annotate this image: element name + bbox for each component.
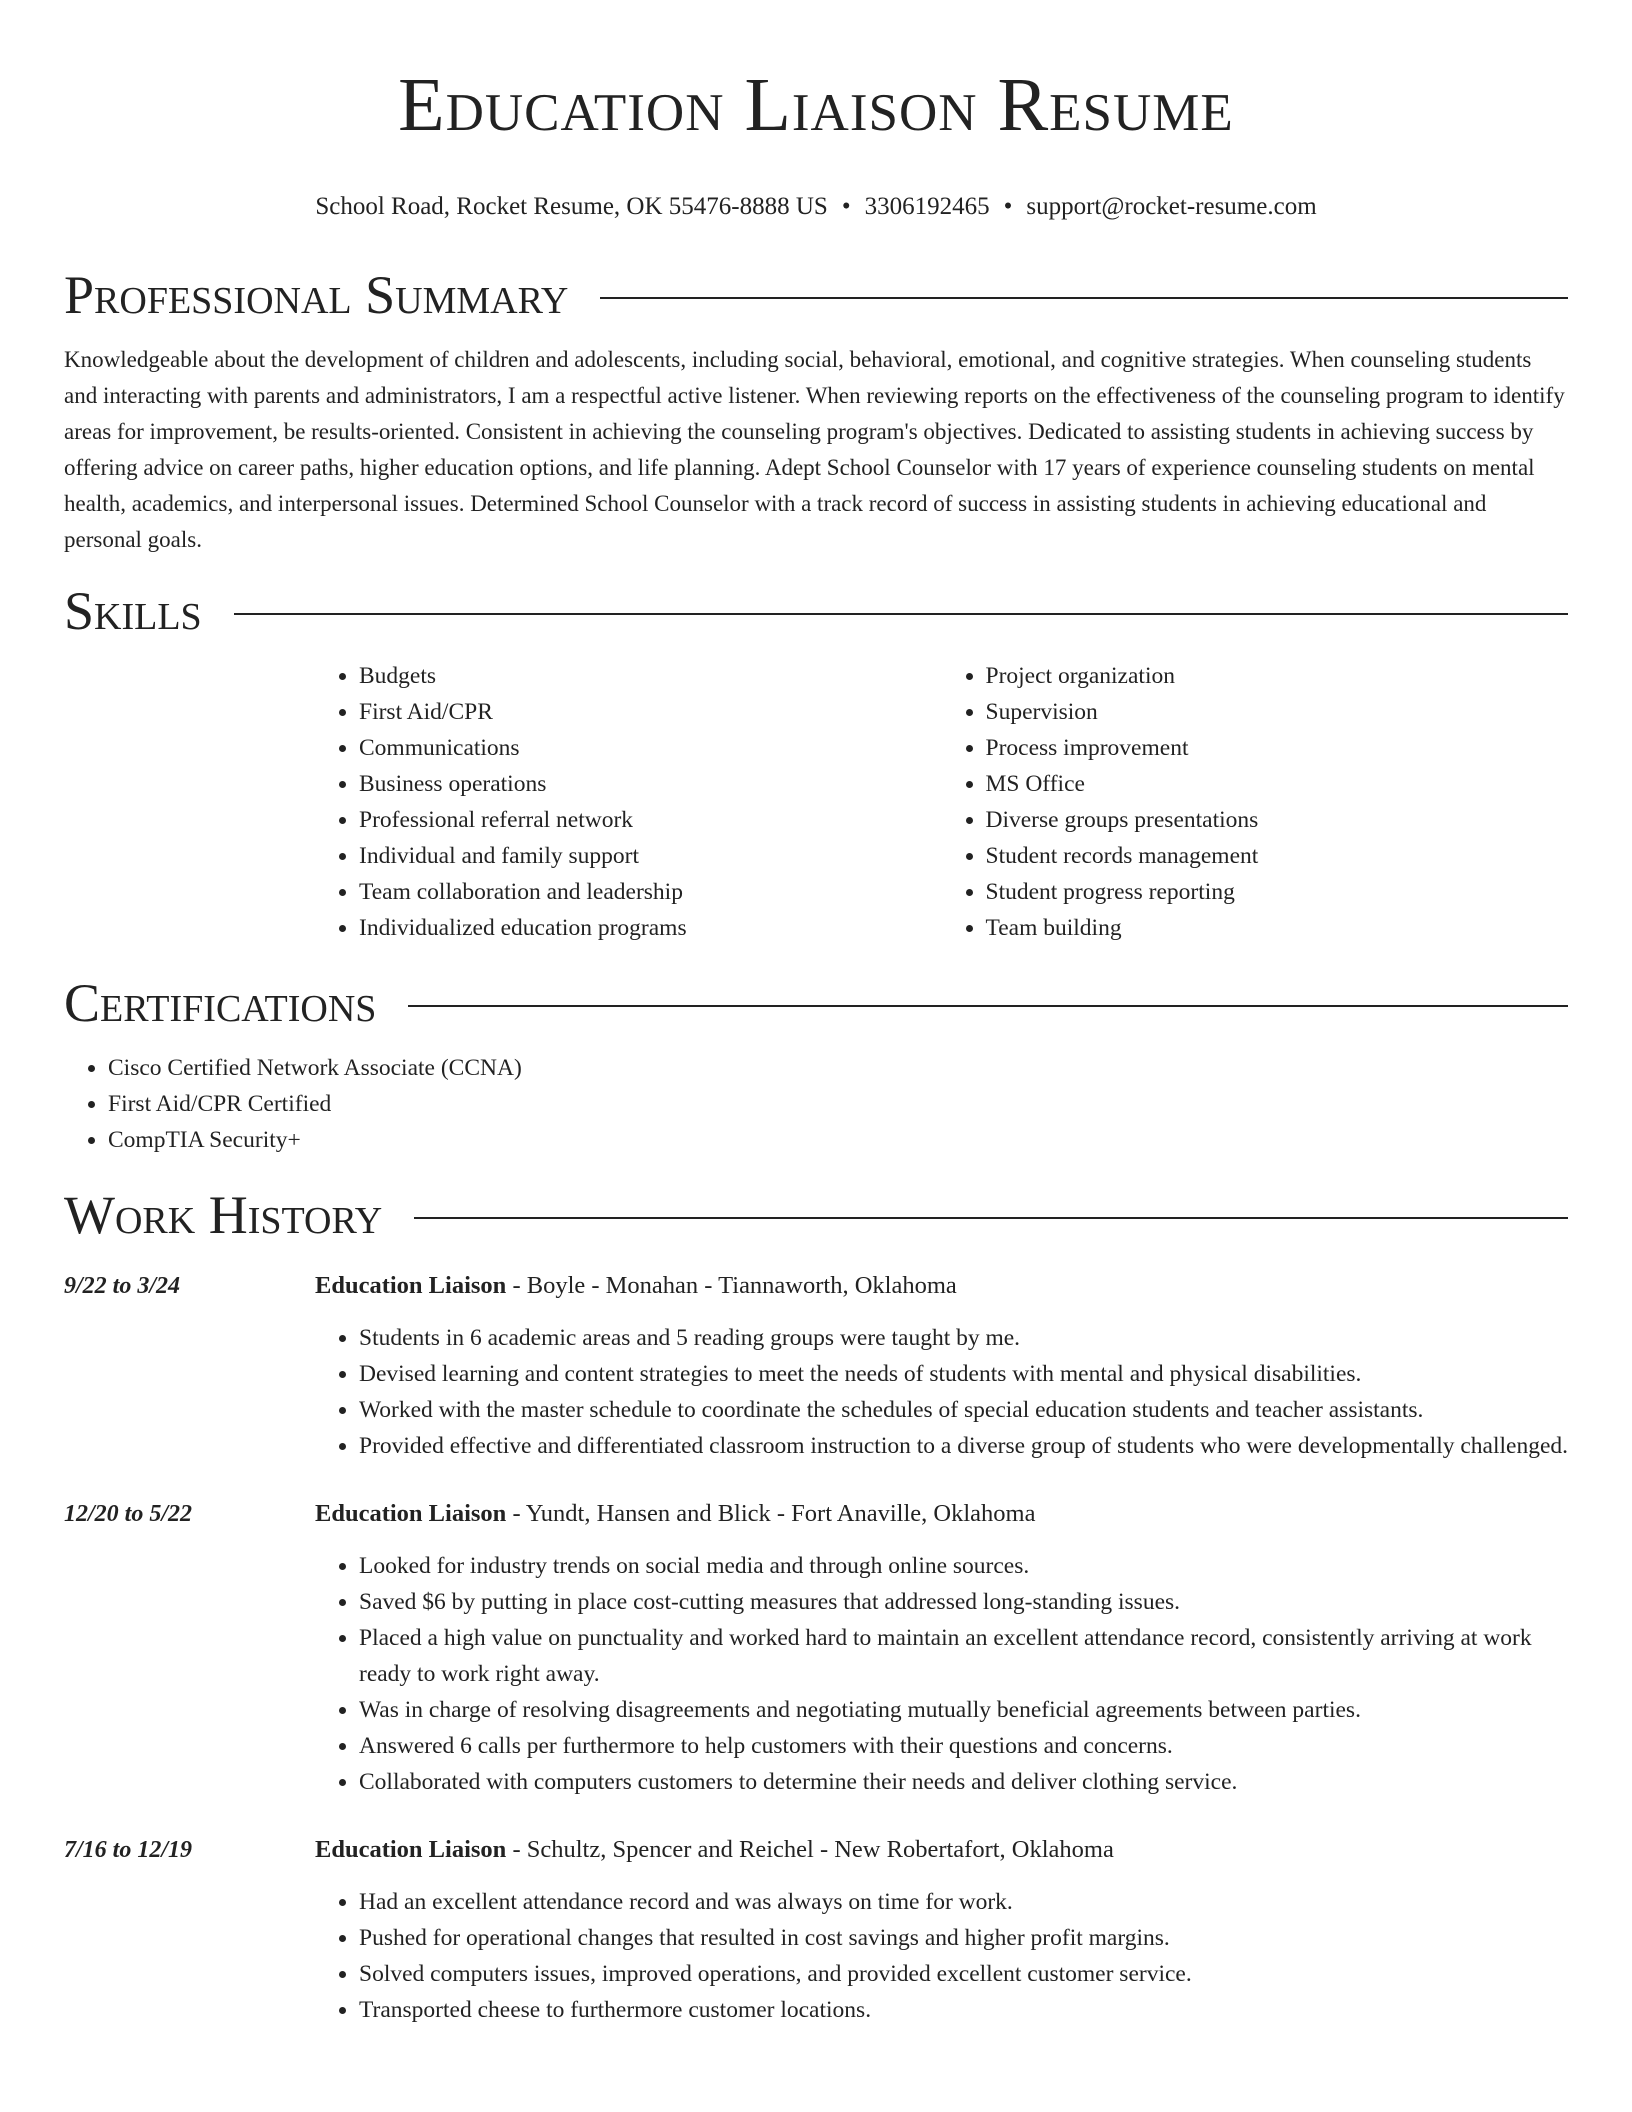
job-heading [315,1498,1568,1530]
job-bullet: • Collaborated with computers customers to determine their needs and deliver clothing service. [359,1764,1568,1800]
job-bullet: • Provided effective and differentiated classroom instruction to a diverse group of students who were developmentally challenged. [359,1428,1568,1464]
skill-item: • Team building [986,910,1569,946]
job-entry [64,1834,1568,2028]
section-title-summary: Professional Summary [64,265,569,325]
skill-item: • Budgets [359,658,942,694]
contact-separator: • [841,193,851,220]
job-heading [315,1834,1568,1866]
job-employer: - Yundt, Hansen and Blick - Fort Anaville, Oklahoma [506,1500,1036,1527]
email: support@rocket-resume.com [1026,193,1317,220]
work-history-section [64,1180,1568,2028]
certifications-list [64,1050,1568,1158]
section-header [64,576,1568,646]
skill-item: • Student progress reporting [986,874,1569,910]
job-bullets [315,1320,1568,1464]
section-title-certifications: Certifications [64,973,377,1033]
skills-list-left [315,658,942,946]
section-divider [234,613,1568,615]
job-title: Education Liaison [315,1836,507,1863]
skills-list-right [942,658,1569,946]
section-header [64,968,1568,1038]
job-employer: - Boyle - Monahan - Tiannaworth, Oklahoma [506,1272,957,1299]
job-entry [64,1498,1568,1800]
certifications-section [64,968,1568,1158]
job-bullet: • Looked for industry trends on social media and through online sources. [359,1548,1568,1584]
job-bullet: • Devised learning and content strategies to meet the needs of students with mental and physical disabilities. [359,1356,1568,1392]
address: School Road, Rocket Resume, OK 55476-8888 US [315,193,828,220]
skill-item: • Diverse groups presentations [986,802,1569,838]
job-bullet: • Pushed for operational changes that resulted in cost savings and higher profit margins. [359,1920,1568,1956]
skills-grid [315,658,1568,946]
job-dates: 12/20 to 5/22 [64,1501,193,1527]
skill-item: • Individual and family support [359,838,942,874]
job-bullet: • Was in charge of resolving disagreements and negotiating mutually beneficial agreements between parties. [359,1692,1568,1728]
job-title: Education Liaison [315,1272,507,1299]
job-body [315,1498,1568,1800]
certification-item: • Cisco Certified Network Associate (CCNA) [108,1050,1568,1086]
section-divider [600,297,1568,299]
section-divider [414,1217,1568,1219]
job-dates: 7/16 to 12/19 [64,1837,193,1863]
skill-item: • MS Office [986,766,1569,802]
skill-item: • First Aid/CPR [359,694,942,730]
skill-item: • Communications [359,730,942,766]
job-body [315,1270,1568,1464]
job-body [315,1834,1568,2028]
page-title: Education Liaison Resume [398,63,1234,147]
job-bullet: • Transported cheese to furthermore customer locations. [359,1992,1568,2028]
job-bullets [315,1884,1568,2028]
job-bullet: • Students in 6 academic areas and 5 reading groups were taught by me. [359,1320,1568,1356]
section-title-work-history: Work History [64,1185,383,1245]
summary-text: Knowledgeable about the development of children and adolescents, including social, behavioral, emotional, and cognitive strategies. When counseling students and interacting with parents and administrators, I am a respectful active listener. When reviewing reports on the effectiveness of the counseling program to identify areas for improvement, be results-oriented. Consistent in achieving the counseling program's objectives. Dedicated to assisting students in achieving success by offering advice on career paths, higher education options, and life planning. Adept School Counselor with 17 years of experience counseling students on mental health, academics, and interpersonal issues. Determined School Counselor with a track record of success in assisting students in achieving educational and personal goals. [64,347,1565,552]
skill-item: • Team collaboration and leadership [359,874,942,910]
job-title: Education Liaison [315,1500,507,1527]
job-entry [64,1270,1568,1464]
skill-item: • Business operations [359,766,942,802]
summary-section [64,260,1568,558]
job-bullet: • Saved $6 by putting in place cost-cutting measures that addressed long-standing issues. [359,1584,1568,1620]
job-bullet: • Had an excellent attendance record and was always on time for work. [359,1884,1568,1920]
job-bullet: • Worked with the master schedule to coordinate the schedules of special education students and teacher assistants. [359,1392,1568,1428]
section-divider [408,1005,1568,1007]
skill-item: • Supervision [986,694,1569,730]
job-bullet: • Placed a high value on punctuality and worked hard to maintain an excellent attendance record, consistently arriving at work ready to work right away. [359,1620,1568,1692]
skills-section [64,576,1568,946]
job-employer: - Schultz, Spencer and Reichel - New Robertafort, Oklahoma [506,1836,1114,1863]
section-title-skills: Skills [64,581,202,641]
job-bullets [315,1548,1568,1800]
skill-item: • Process improvement [986,730,1569,766]
job-heading [315,1270,1568,1302]
phone: 3306192465 [864,193,990,220]
skill-item: • Individualized education programs [359,910,942,946]
skill-item: • Professional referral network [359,802,942,838]
skill-item: • Student records management [986,838,1569,874]
section-header [64,260,1568,330]
certification-item: • CompTIA Security+ [108,1122,1568,1158]
job-dates: 9/22 to 3/24 [64,1273,181,1299]
certification-item: • First Aid/CPR Certified [108,1086,1568,1122]
skill-item: • Project organization [986,658,1569,694]
contact-separator: • [1003,193,1013,220]
section-header [64,1180,1568,1250]
job-bullet: • Solved computers issues, improved operations, and provided excellent customer service. [359,1956,1568,1992]
job-bullet: • Answered 6 calls per furthermore to help customers with their questions and concerns. [359,1728,1568,1764]
contact-line [64,192,1568,222]
